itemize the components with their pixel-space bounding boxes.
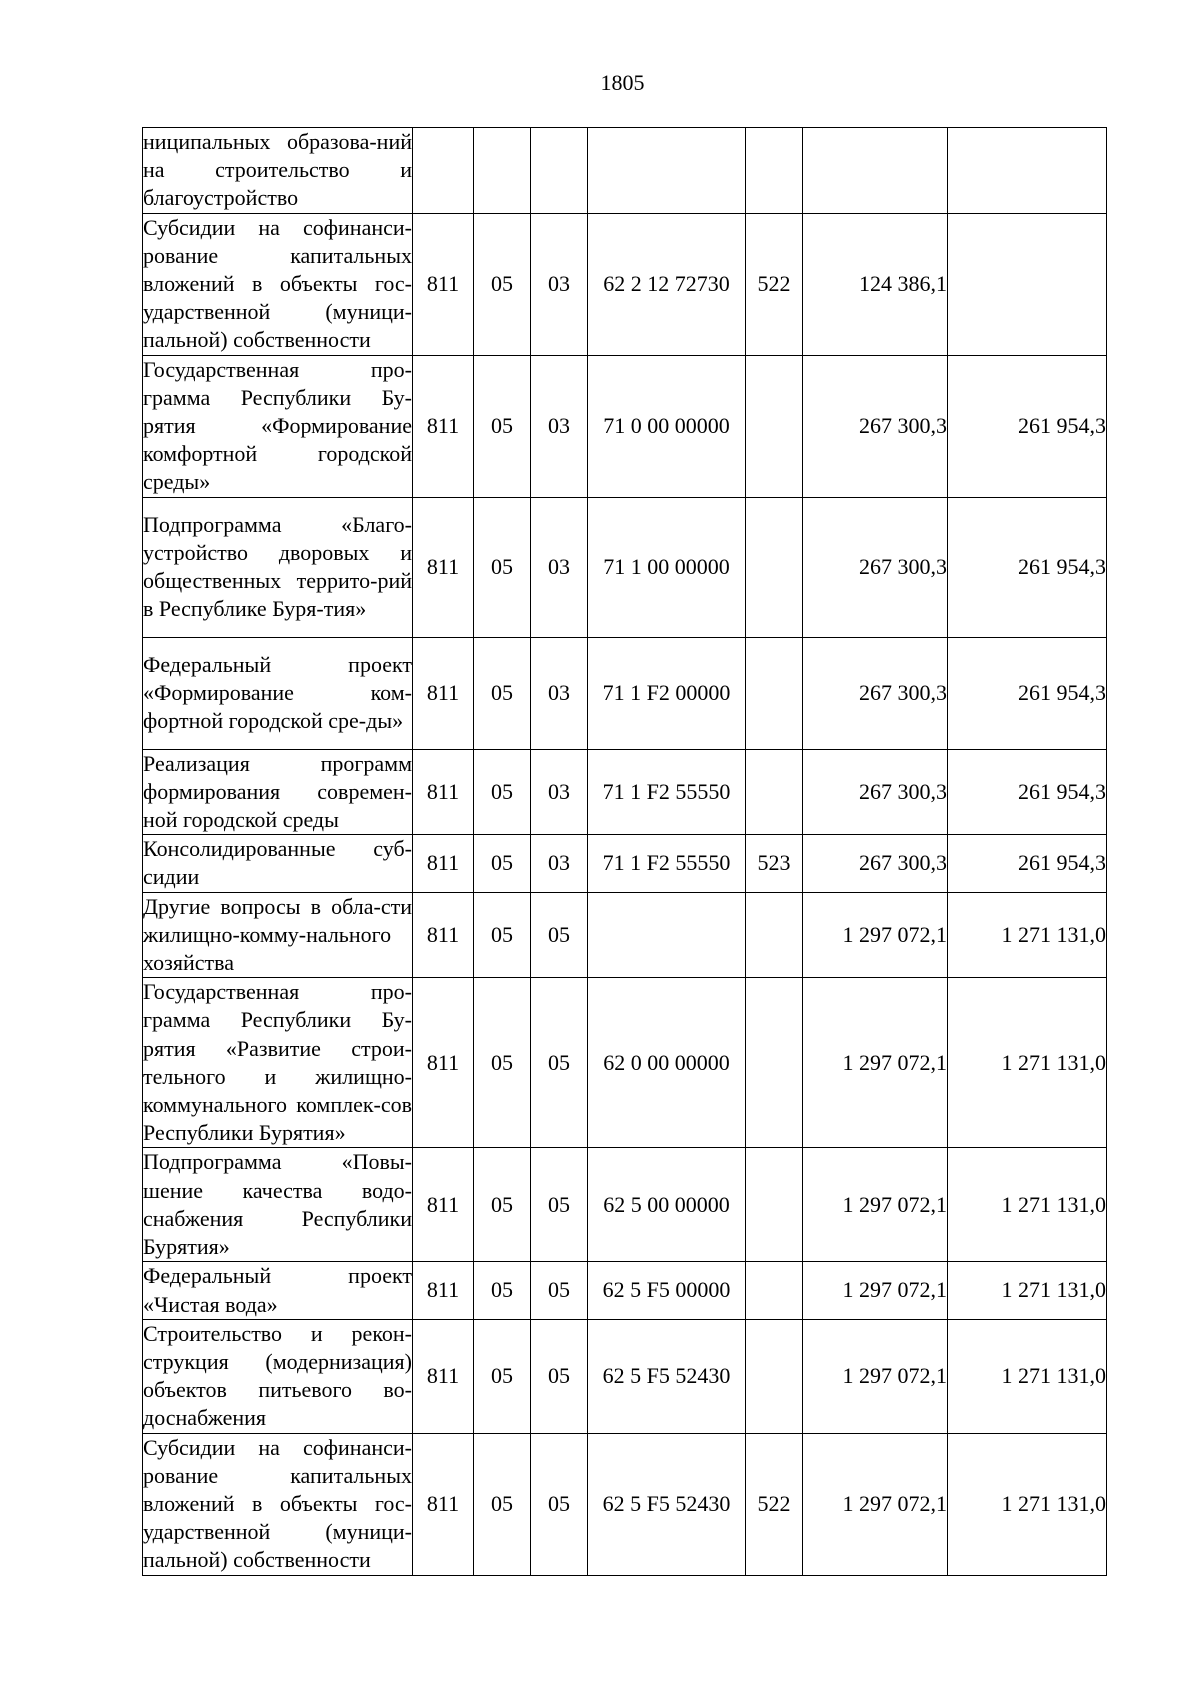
amount-year2-cell: 261 954,3: [948, 835, 1107, 892]
amount-year1-cell: 267 300,3: [803, 749, 948, 835]
admin-code-cell: 811: [413, 1262, 474, 1319]
table-row: [143, 749, 1107, 835]
admin-code-cell: 811: [413, 355, 474, 497]
table-row: [143, 637, 1107, 749]
subsection-code-cell: 05: [531, 892, 588, 978]
section-code-cell: 05: [474, 355, 531, 497]
description-cell: Подпрограмма «Повы-шение качества водо-снабжения Республики Бурятия»: [143, 1148, 413, 1262]
expense-type-code-cell: [746, 892, 803, 978]
budget-table-body: [143, 128, 1107, 1576]
section-code-cell: 05: [474, 749, 531, 835]
subsection-code-cell: 05: [531, 1148, 588, 1262]
amount-year2-cell: 1 271 131,0: [948, 978, 1107, 1148]
expense-type-code-cell: 522: [746, 1433, 803, 1575]
expense-type-code-cell: 523: [746, 835, 803, 892]
subsection-code-cell: 05: [531, 978, 588, 1148]
table-row: [143, 128, 1107, 214]
target-article-code-cell: 62 5 F5 52430: [588, 1433, 746, 1575]
description-cell: Федеральный проект «Чистая вода»: [143, 1262, 413, 1319]
table-row: [143, 978, 1107, 1148]
section-code-cell: 05: [474, 978, 531, 1148]
target-article-code-cell: 71 1 F2 00000: [588, 637, 746, 749]
amount-year1-cell: [803, 128, 948, 214]
subsection-code-cell: 05: [531, 1433, 588, 1575]
amount-year1-cell: 1 297 072,1: [803, 1262, 948, 1319]
expense-type-code-cell: 522: [746, 213, 803, 355]
expense-type-code-cell: [746, 128, 803, 214]
table-row: [143, 355, 1107, 497]
subsection-code-cell: 03: [531, 749, 588, 835]
target-article-code-cell: 62 0 00 00000: [588, 978, 746, 1148]
section-code-cell: 05: [474, 835, 531, 892]
subsection-code-cell: 05: [531, 1262, 588, 1319]
expense-type-code-cell: [746, 355, 803, 497]
description-cell: Другие вопросы в обла-сти жилищно-комму-нального хозяйства: [143, 892, 413, 978]
admin-code-cell: 811: [413, 1433, 474, 1575]
section-code-cell: 05: [474, 1148, 531, 1262]
target-article-code-cell: 62 5 F5 52430: [588, 1319, 746, 1433]
page-number: 1805: [600, 70, 645, 95]
amount-year1-cell: 1 297 072,1: [803, 978, 948, 1148]
target-article-code-cell: [588, 892, 746, 978]
expense-type-code-cell: [746, 1262, 803, 1319]
target-article-code-cell: 62 5 F5 00000: [588, 1262, 746, 1319]
table-row: [143, 213, 1107, 355]
admin-code-cell: 811: [413, 1319, 474, 1433]
table-row: [143, 892, 1107, 978]
subsection-code-cell: 03: [531, 835, 588, 892]
admin-code-cell: 811: [413, 835, 474, 892]
description-cell: Субсидии на софинанси-рование капитальных вложений в объекты гос-ударственной (муници-пальной) собственности: [143, 1433, 413, 1575]
description-cell: Консолидированные суб-сидии: [143, 835, 413, 892]
admin-code-cell: 811: [413, 892, 474, 978]
table-row: [143, 1319, 1107, 1433]
amount-year2-cell: 1 271 131,0: [948, 1319, 1107, 1433]
target-article-code-cell: 71 1 F2 55550: [588, 749, 746, 835]
description-cell: Государственная про-грамма Республики Бу-рятия «Развитие строи-тельного и жилищно-коммунального комплек-сов Республики Бурятия»: [143, 978, 413, 1148]
table-row: [143, 497, 1107, 637]
table-row: [143, 1433, 1107, 1575]
amount-year1-cell: 267 300,3: [803, 497, 948, 637]
section-code-cell: 05: [474, 637, 531, 749]
amount-year2-cell: 261 954,3: [948, 637, 1107, 749]
admin-code-cell: 811: [413, 213, 474, 355]
admin-code-cell: 811: [413, 1148, 474, 1262]
section-code-cell: 05: [474, 1433, 531, 1575]
section-code-cell: 05: [474, 892, 531, 978]
amount-year2-cell: [948, 128, 1107, 214]
admin-code-cell: 811: [413, 497, 474, 637]
subsection-code-cell: 03: [531, 637, 588, 749]
amount-year1-cell: 267 300,3: [803, 835, 948, 892]
amount-year1-cell: 1 297 072,1: [803, 1148, 948, 1262]
amount-year2-cell: 1 271 131,0: [948, 1433, 1107, 1575]
target-article-code-cell: [588, 128, 746, 214]
target-article-code-cell: 71 1 00 00000: [588, 497, 746, 637]
target-article-code-cell: 62 2 12 72730: [588, 213, 746, 355]
expense-type-code-cell: [746, 1148, 803, 1262]
amount-year1-cell: 1 297 072,1: [803, 1319, 948, 1433]
admin-code-cell: 811: [413, 978, 474, 1148]
subsection-code-cell: 03: [531, 497, 588, 637]
table-row: [143, 1148, 1107, 1262]
table-row: [143, 835, 1107, 892]
amount-year2-cell: [948, 213, 1107, 355]
subsection-code-cell: [531, 128, 588, 214]
admin-code-cell: 811: [413, 637, 474, 749]
expense-type-code-cell: [746, 978, 803, 1148]
description-cell: Федеральный проект «Формирование ком-фортной городской сре-ды»: [143, 637, 413, 749]
amount-year2-cell: 261 954,3: [948, 355, 1107, 497]
expense-type-code-cell: [746, 497, 803, 637]
section-code-cell: 05: [474, 1262, 531, 1319]
budget-table: [142, 127, 1107, 1576]
description-cell: ниципальных образова-ний на строительство и благоустройство: [143, 128, 413, 214]
amount-year2-cell: 261 954,3: [948, 497, 1107, 637]
amount-year1-cell: 267 300,3: [803, 355, 948, 497]
subsection-code-cell: 03: [531, 213, 588, 355]
amount-year2-cell: 1 271 131,0: [948, 1262, 1107, 1319]
section-code-cell: [474, 128, 531, 214]
section-code-cell: 05: [474, 497, 531, 637]
description-cell: Субсидии на софинанси-рование капитальных вложений в объекты гос-ударственной (муници-пальной) собственности: [143, 213, 413, 355]
target-article-code-cell: 71 1 F2 55550: [588, 835, 746, 892]
subsection-code-cell: 05: [531, 1319, 588, 1433]
description-cell: Государственная про-грамма Республики Бу-рятия «Формирование комфортной городской среды»: [143, 355, 413, 497]
amount-year1-cell: 267 300,3: [803, 637, 948, 749]
section-code-cell: 05: [474, 213, 531, 355]
expense-type-code-cell: [746, 1319, 803, 1433]
amount-year2-cell: 1 271 131,0: [948, 1148, 1107, 1262]
subsection-code-cell: 03: [531, 355, 588, 497]
amount-year2-cell: 1 271 131,0: [948, 892, 1107, 978]
amount-year1-cell: 124 386,1: [803, 213, 948, 355]
table-row: [143, 1262, 1107, 1319]
admin-code-cell: [413, 128, 474, 214]
amount-year2-cell: 261 954,3: [948, 749, 1107, 835]
admin-code-cell: 811: [413, 749, 474, 835]
target-article-code-cell: 62 5 00 00000: [588, 1148, 746, 1262]
section-code-cell: 05: [474, 1319, 531, 1433]
description-cell: Подпрограмма «Благо-устройство дворовых и общественных террито-рий в Республике Буря-тия»: [143, 497, 413, 637]
amount-year1-cell: 1 297 072,1: [803, 1433, 948, 1575]
expense-type-code-cell: [746, 749, 803, 835]
expense-type-code-cell: [746, 637, 803, 749]
description-cell: Строительство и рекон-струкция (модернизация) объектов питьевого во-доснабжения: [143, 1319, 413, 1433]
description-cell: Реализация программ формирования современ-ной городской среды: [143, 749, 413, 835]
target-article-code-cell: 71 0 00 00000: [588, 355, 746, 497]
amount-year1-cell: 1 297 072,1: [803, 892, 948, 978]
